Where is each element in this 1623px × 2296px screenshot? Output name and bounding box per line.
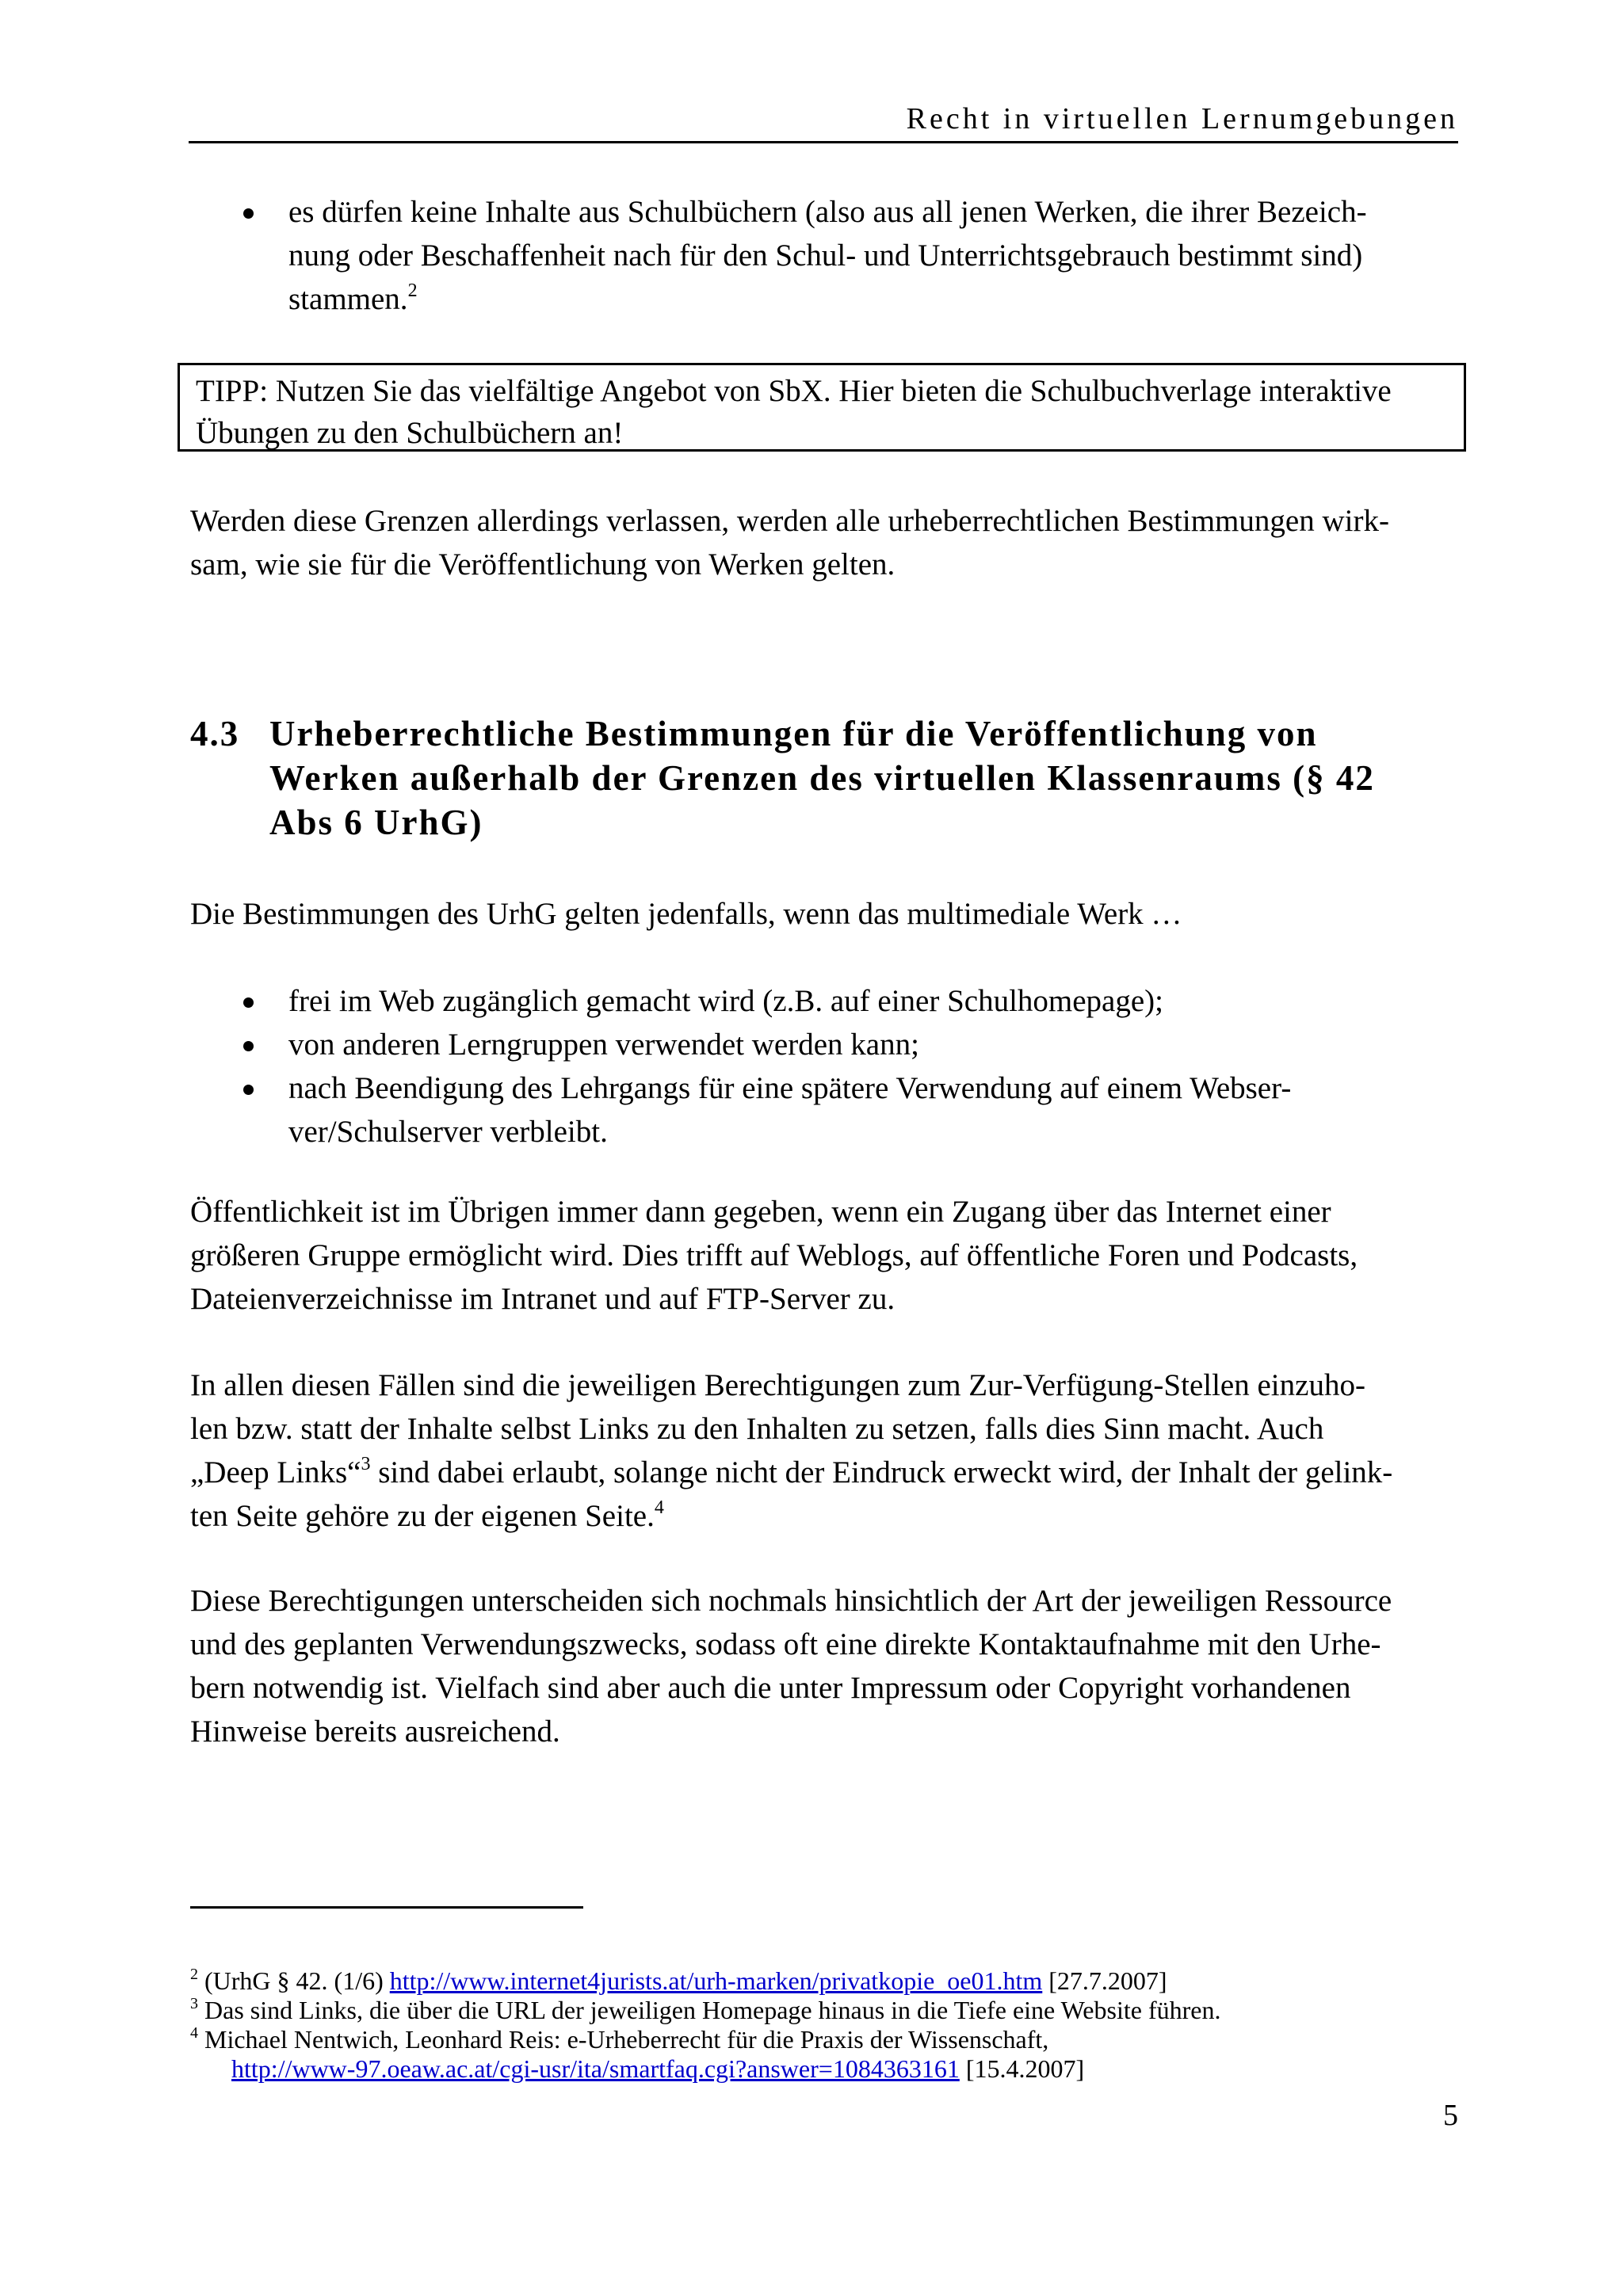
conditions-list-block [190, 979, 1458, 1154]
bullet-line: nung oder Beschaffenheit nach für den Schul- und Unterrichtsgebrauch bestimmt sind) [288, 238, 1363, 273]
text-line: größeren Gruppe ermöglicht wird. Dies trifft auf Weblogs, auf öffentliche Foren und Podcasts, [190, 1238, 1358, 1272]
list-item [190, 1066, 1458, 1154]
bullet-line: nach Beendigung des Lehrgangs für eine spätere Verwendung auf einem Webser- [288, 1071, 1292, 1105]
bullet-icon [243, 1041, 254, 1051]
bullet-line: ver/Schulserver verbleibt. [288, 1115, 608, 1149]
heading-line: Werken außerhalb der Grenzen des virtuellen Klassenraums (§ 42 [269, 758, 1375, 798]
text-line: Die Bestimmungen des UrhG gelten jedenfalls, wenn das multimediale Werk … [190, 897, 1182, 931]
text-line: In allen diesen Fällen sind die jeweiligen Berechtigungen zum Zur-Verfügung-Stellen einzuho- [190, 1368, 1365, 1402]
footnote-4 [190, 2025, 1474, 2054]
header-rule [189, 141, 1458, 143]
bullet-icon [243, 208, 254, 219]
footnote-3 [190, 1996, 1474, 2025]
text-segment: sind dabei erlaubt, solange nicht der Eindruck erweckt wird, der Inhalt der gelink- [370, 1455, 1393, 1489]
text-line: Werden diese Grenzen allerdings verlassen, werden alle urheberrechtlichen Bestimmungen wirk- [190, 504, 1389, 538]
text-line: bern notwendig ist. Vielfach sind aber auch die unter Impressum oder Copyright vorhandenen [190, 1671, 1351, 1705]
text-line: Diese Berechtigungen unterscheiden sich nochmals hinsichtlich der Art der jeweiligen Ressource [190, 1584, 1392, 1618]
footnote-4-continuation [190, 2054, 1474, 2084]
text-line: Dateienverzeichnisse im Intranet und auf FTP-Server zu. [190, 1282, 896, 1316]
text-line: und des geplanten Verwendungszwecks, sodass oft eine direkte Kontaktaufnahme mit den Urhe- [190, 1627, 1381, 1661]
footnotes [190, 1966, 1474, 2084]
bullet-line: von anderen Lerngruppen verwendet werden kann; [288, 1028, 919, 1062]
text-line: len bzw. statt der Inhalte selbst Links zu den Inhalten zu setzen, falls dies Sinn macht. Auch [190, 1412, 1324, 1446]
page-number: 5 [1443, 2099, 1458, 2132]
section-heading [190, 711, 1474, 845]
footnote-link[interactable]: http://www-97.oeaw.ac.at/cgi-usr/ita/smartfaq.cgi?answer=1084363161 [231, 2054, 960, 2083]
bullet-icon [243, 997, 254, 1008]
list-item [190, 190, 1458, 321]
text-line: ten Seite gehöre zu der eigenen Seite. [190, 1499, 655, 1533]
running-header: Recht in virtuellen Lernumgebungen [906, 102, 1458, 135]
footnote-text: [15.4.2007] [959, 2054, 1085, 2083]
text-line: Hinweise bereits ausreichend. [190, 1714, 560, 1749]
footnote-separator [190, 1906, 583, 1909]
bullet-icon [243, 1085, 254, 1095]
top-bullet-block [190, 190, 1458, 321]
footnote-ref: 2 [407, 280, 418, 301]
footnote-ref: 4 [654, 1497, 664, 1518]
footnote-text: Michael Nentwich, Leonhard Reis: e-Urheberrecht für die Praxis der Wissenschaft, [198, 2025, 1049, 2054]
paragraph-rights [190, 1363, 1458, 1538]
heading-line: Abs 6 UrhG) [269, 803, 483, 842]
list-item [190, 1023, 1458, 1066]
footnote-text: (UrhG § 42. (1/6) [198, 1966, 390, 1995]
section-title [269, 711, 1474, 845]
footnote-mark: 2 [190, 1966, 198, 1983]
footnote-ref: 3 [361, 1454, 371, 1474]
paragraph-limits [190, 499, 1458, 586]
top-bullet-list [190, 190, 1458, 321]
heading-line: Urheberrechtliche Bestimmungen für die Veröffentlichung von [269, 714, 1318, 753]
paragraph-resources [190, 1579, 1458, 1753]
bullet-line: stammen. [288, 282, 408, 316]
list-item [190, 979, 1458, 1023]
bullet-line: es dürfen keine Inhalte aus Schulbüchern (also aus all jenen Werken, die ihrer Bezeich- [288, 195, 1367, 229]
tip-line: TIPP: Nutzen Sie das vielfältige Angebot von SbX. Hier bieten die Schulbuchverlage interaktive [196, 374, 1392, 408]
tip-box [178, 363, 1466, 452]
bullet-line: frei im Web zugänglich gemacht wird (z.B. auf einer Schulhomepage); [288, 984, 1163, 1018]
text-line: sam, wie sie für die Veröffentlichung von Werken gelten. [190, 547, 896, 582]
footnote-link[interactable]: http://www.internet4jurists.at/urh-marken/privatkopie_oe01.htm [389, 1966, 1043, 1995]
section-number: 4.3 [190, 714, 240, 753]
text-line: Öffentlichkeit ist im Übrigen immer dann gegeben, wenn ein Zugang über das Internet einer [190, 1195, 1331, 1229]
footnote-text: Das sind Links, die über die URL der jeweiligen Homepage hinaus in die Tiefe eine Website führen. [198, 1996, 1221, 2024]
conditions-list [190, 979, 1458, 1154]
footnote-text: [27.7.2007] [1042, 1966, 1167, 1995]
intro-paragraph [190, 892, 1458, 936]
footnote-2 [190, 1966, 1474, 1996]
footnote-mark: 4 [190, 2024, 198, 2042]
paragraph-public [190, 1190, 1458, 1321]
tip-line: Übungen zu den Schulbüchern an! [196, 416, 624, 450]
footnote-mark: 3 [190, 1995, 198, 2012]
text-segment: „Deep Links“ [190, 1455, 361, 1489]
